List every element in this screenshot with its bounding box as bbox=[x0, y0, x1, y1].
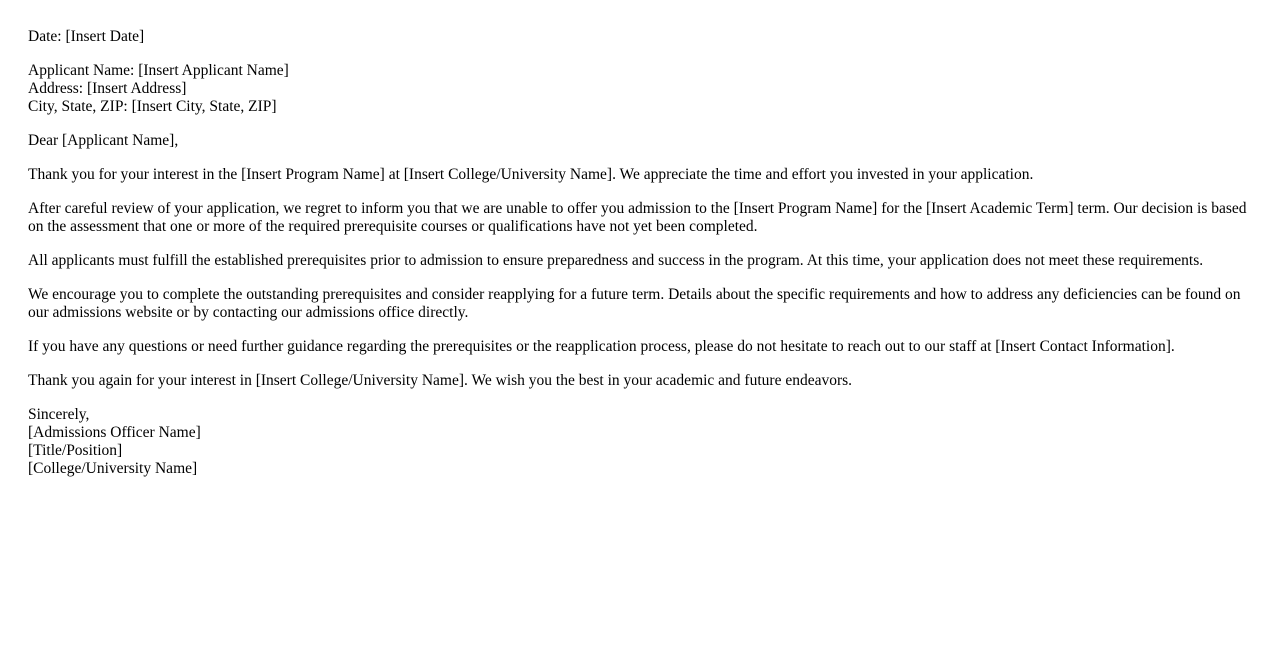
officer-title: [Title/Position] bbox=[28, 442, 123, 459]
body-paragraph-decision: After careful review of your application, we regret to inform you that we are unable to offer you admission to the [Insert Program Name] for the [Insert Academic Term] term. Our decision is based on the assessment that one or more of the required prerequisite courses or qualifications have not yet been completed. bbox=[28, 200, 1247, 235]
signature-block bbox=[28, 406, 1253, 478]
body-paragraph-encouragement: We encourage you to complete the outstanding prerequisites and consider reapplying for a future term. Details about the specific requirements and how to address any deficiencies can be found on our admissions website or by contacting our admissions office directly. bbox=[28, 286, 1241, 321]
body-paragraph-prerequisites: All applicants must fulfill the established prerequisites prior to admission to ensure preparedness and success in the program. At this time, your application does not meet these requirements. bbox=[28, 252, 1204, 269]
salutation: Dear [Applicant Name], bbox=[28, 132, 179, 149]
letter-document bbox=[28, 28, 1253, 494]
applicant-block bbox=[28, 62, 1253, 116]
body-paragraph-thanks: Thank you for your interest in the [Insert Program Name] at [Insert College/University Name]. We appreciate the time and effort you invested in your application. bbox=[28, 166, 1034, 183]
applicant-address-line: Address: [Insert Address] bbox=[28, 80, 187, 97]
applicant-name-line: Applicant Name: [Insert Applicant Name] bbox=[28, 62, 289, 79]
institution-name: [College/University Name] bbox=[28, 460, 198, 477]
applicant-city-line: City, State, ZIP: [Insert City, State, ZIP] bbox=[28, 98, 277, 115]
body-paragraph-contact: If you have any questions or need further guidance regarding the prerequisites or the reapplication process, please do not hesitate to reach out to our staff at [Insert Contact Information]. bbox=[28, 338, 1175, 355]
body-paragraph-closing-thanks: Thank you again for your interest in [Insert College/University Name]. We wish you the best in your academic and future endeavors. bbox=[28, 372, 853, 389]
date-line: Date: [Insert Date] bbox=[28, 28, 145, 45]
sign-off: Sincerely, bbox=[28, 406, 90, 423]
officer-name: [Admissions Officer Name] bbox=[28, 424, 201, 441]
